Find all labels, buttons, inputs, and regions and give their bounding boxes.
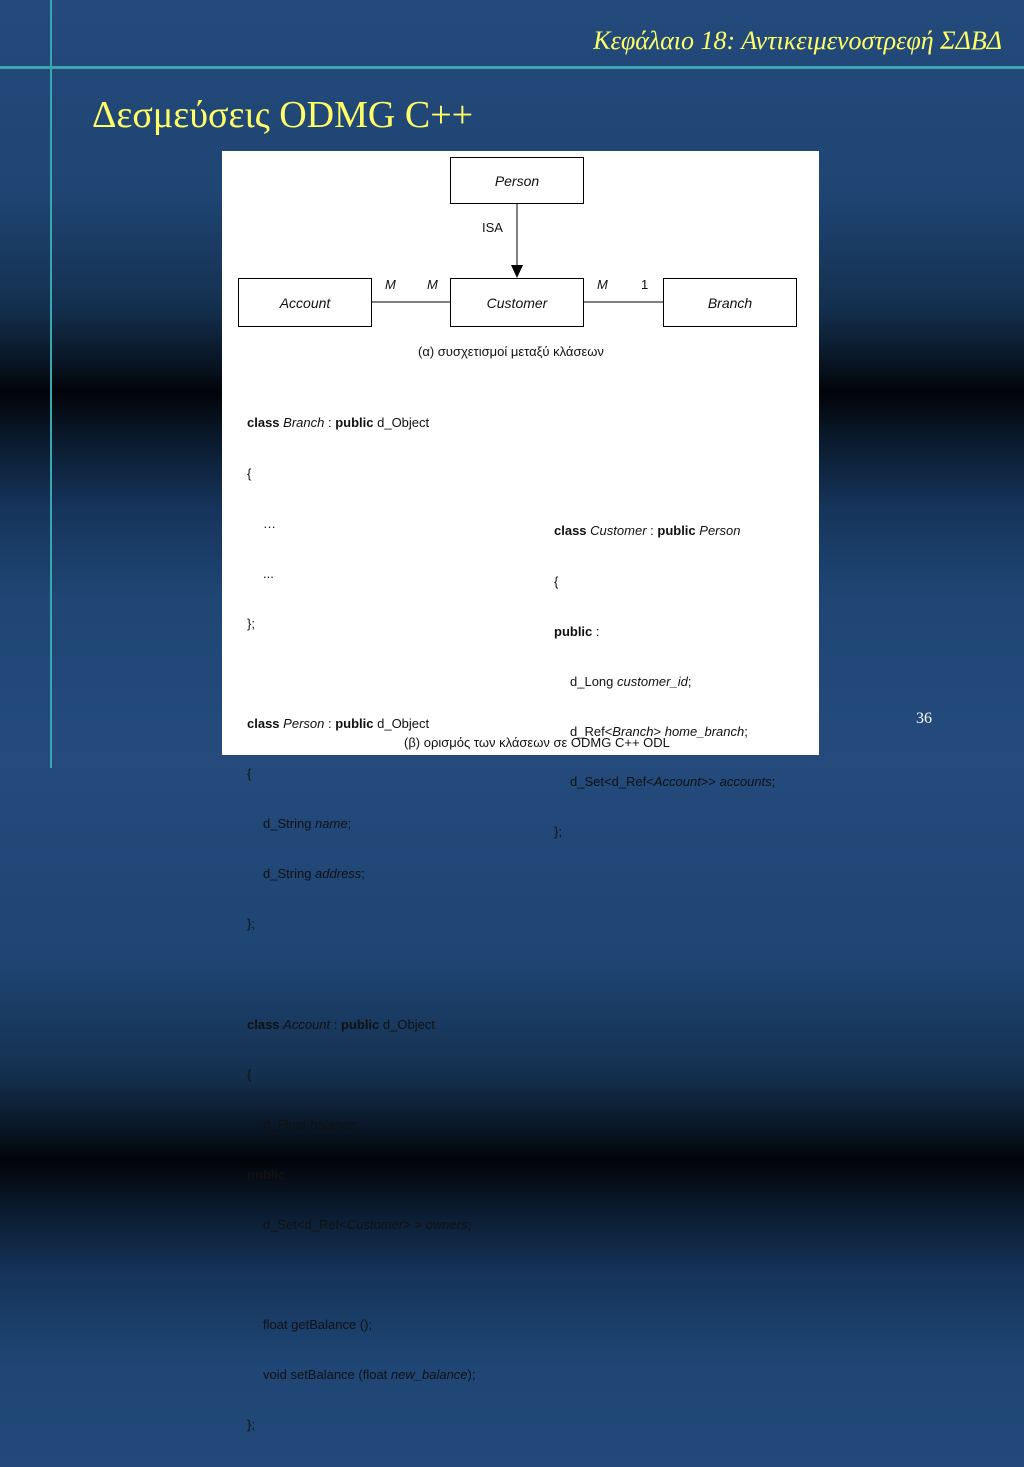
- account-box: Account: [238, 278, 372, 327]
- code-left-column: class Branch : public d_Object { … ... }; class Person : public d_Object { d_String name; d_String address; }; class Account : public d_Object { d_Float balance; public : d_Set<d_Ref<Customer> > owners; float getBalance (); void setBalance (float new_balance); };: [247, 415, 476, 1433]
- horizontal-accent-line: [0, 66, 1024, 69]
- person-decl: class Person : public d_Object: [247, 715, 430, 731]
- isa-arrowhead: [511, 265, 523, 278]
- mult-customer-branch: M: [597, 277, 608, 292]
- figure-panel: [222, 151, 819, 1433]
- code-right-column: class Customer : public Person { public : d_Long customer_id; d_Ref<Branch> home_branch; d_Set<d_Ref<Account>> accounts; };: [554, 523, 776, 839]
- branch-box: Branch: [663, 278, 797, 327]
- customer-box: Customer: [450, 278, 584, 327]
- mult-customer-account: M: [427, 277, 438, 292]
- chapter-header: Κεφάλαιο 18: Αντικειμενοστρεφή ΣΔΒΔ: [593, 26, 1002, 55]
- caption-a: (α) συσχετισμοί μεταξύ κλάσεων: [418, 344, 604, 359]
- customer-decl: class Customer : public Person: [554, 523, 741, 539]
- isa-label: ISA: [482, 220, 503, 235]
- mult-branch: 1: [641, 277, 649, 292]
- slide-title: Δεσμεύσεις ODMG C++: [92, 94, 474, 136]
- branch-decl: class Branch : public d_Object: [247, 415, 430, 431]
- page-number: 36: [916, 710, 932, 727]
- person-box: Person: [450, 157, 584, 204]
- account-decl: class Account : public d_Object: [247, 1016, 435, 1032]
- mult-account: M: [385, 277, 396, 292]
- vertical-accent-line: [50, 0, 52, 768]
- caption-b: (β) ορισμός των κλάσεων σε ODMG C++ ODL: [404, 735, 670, 750]
